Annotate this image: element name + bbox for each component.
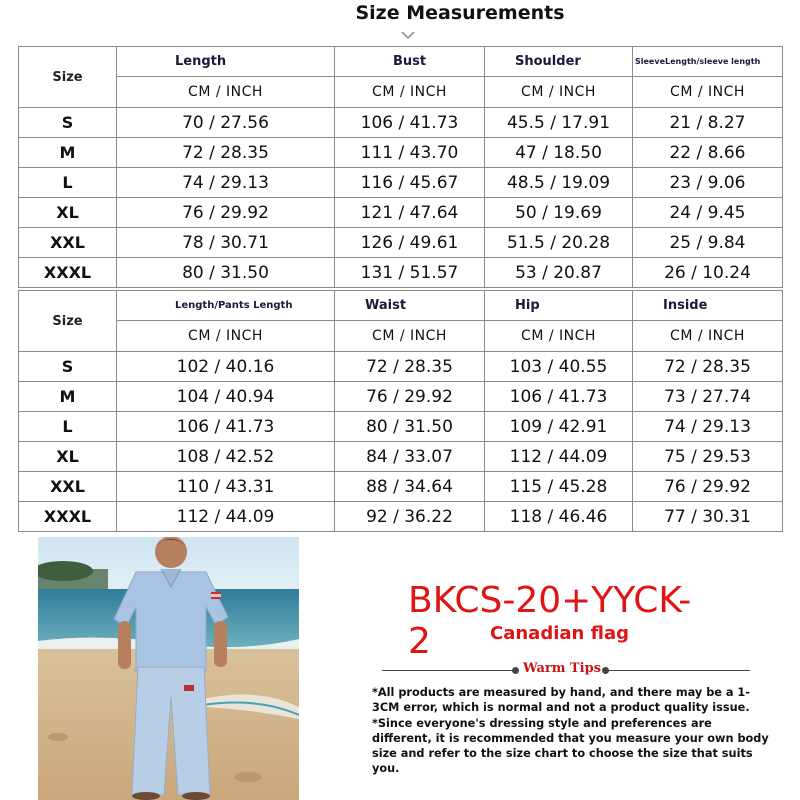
unit-label: CM / INCH (485, 321, 633, 352)
size-cell: XXXL (19, 258, 117, 288)
size-header: Size (19, 291, 117, 352)
table-cell: 80 / 31.50 (335, 412, 485, 442)
warm-tips-text: *All products are measured by hand, and there may be a 1-3CM error, which is normal and not a product quality issue. *Since everyone's dressing style and preferences are different, it is recommended that you measure your own body size and refer to the size chart to choose the size that suits you. (372, 686, 769, 776)
table-row (19, 138, 783, 168)
table-cell: 72 / 28.35 (117, 138, 335, 168)
table-cell: 109 / 42.91 (485, 412, 633, 442)
table-cell: 74 / 29.13 (117, 168, 335, 198)
chevron-down-icon (401, 30, 415, 40)
product-variant: Canadian flag (490, 623, 629, 644)
table-cell: 50 / 19.69 (485, 198, 633, 228)
table-cell: 131 / 51.57 (335, 258, 485, 288)
divider (608, 670, 750, 671)
table-cell: 106 / 41.73 (335, 108, 485, 138)
size-cell: L (19, 412, 117, 442)
table-cell: 106 / 41.73 (117, 412, 335, 442)
table-cell: 104 / 40.94 (117, 382, 335, 412)
size-cell: XL (19, 198, 117, 228)
column-header-sleeve-length: SleeveLength/sleeve length (633, 47, 783, 77)
table-cell: 108 / 42.52 (117, 442, 335, 472)
table-cell: 116 / 45.67 (335, 168, 485, 198)
table-cell: 70 / 27.56 (117, 108, 335, 138)
table-cell: 106 / 41.73 (485, 382, 633, 412)
size-cell: S (19, 108, 117, 138)
table-cell: 22 / 8.66 (633, 138, 783, 168)
table-cell: 118 / 46.46 (485, 502, 633, 532)
column-header-inside: Inside (633, 291, 783, 321)
table-row (19, 108, 783, 138)
unit-label: CM / INCH (335, 321, 485, 352)
table-cell: 80 / 31.50 (117, 258, 335, 288)
table-cell: 126 / 49.61 (335, 228, 485, 258)
tops-size-table (18, 46, 783, 288)
size-cell: M (19, 138, 117, 168)
divider (382, 670, 516, 671)
table-cell: 121 / 47.64 (335, 198, 485, 228)
size-cell: XXL (19, 472, 117, 502)
model-beach-illustration (38, 537, 299, 800)
page-title: Size Measurements (355, 2, 565, 24)
warm-tips-title: Warm Tips (522, 661, 602, 676)
table-cell: 21 / 8.27 (633, 108, 783, 138)
unit-label: CM / INCH (335, 77, 485, 108)
unit-label: CM / INCH (117, 321, 335, 352)
table-cell: 24 / 9.45 (633, 198, 783, 228)
column-header-bust: Bust (335, 47, 485, 77)
table-cell: 111 / 43.70 (335, 138, 485, 168)
table-cell: 84 / 33.07 (335, 442, 485, 472)
size-cell: L (19, 168, 117, 198)
table-cell: 102 / 40.16 (117, 352, 335, 382)
column-header-length: Length (117, 47, 335, 77)
table-cell: 115 / 45.28 (485, 472, 633, 502)
table-cell: 53 / 20.87 (485, 258, 633, 288)
table-row (19, 352, 783, 382)
column-header-shoulder: Shoulder (485, 47, 633, 77)
size-cell: XXL (19, 228, 117, 258)
table-row (19, 228, 783, 258)
size-cell: XL (19, 442, 117, 472)
table-cell: 77 / 30.31 (633, 502, 783, 532)
table-cell: 74 / 29.13 (633, 412, 783, 442)
divider-dot (512, 667, 519, 674)
table-row (19, 168, 783, 198)
table-cell: 75 / 29.53 (633, 442, 783, 472)
unit-label: CM / INCH (485, 77, 633, 108)
table-cell: 76 / 29.92 (117, 198, 335, 228)
table-cell: 72 / 28.35 (335, 352, 485, 382)
table-row (19, 442, 783, 472)
table-cell: 26 / 10.24 (633, 258, 783, 288)
table-cell: 92 / 36.22 (335, 502, 485, 532)
column-header-pants-length: Length/Pants Length (117, 291, 335, 321)
size-cell: M (19, 382, 117, 412)
column-header-hip: Hip (485, 291, 633, 321)
unit-label: CM / INCH (117, 77, 335, 108)
table-cell: 45.5 / 17.91 (485, 108, 633, 138)
table-cell: 47 / 18.50 (485, 138, 633, 168)
table-cell: 112 / 44.09 (485, 442, 633, 472)
table-row (19, 502, 783, 532)
table-cell: 76 / 29.92 (633, 472, 783, 502)
table-row (19, 412, 783, 442)
table-row (19, 472, 783, 502)
table-cell: 72 / 28.35 (633, 352, 783, 382)
table-cell: 103 / 40.55 (485, 352, 633, 382)
table-cell: 73 / 27.74 (633, 382, 783, 412)
product-code: BKCS-20+YYCK-2 (408, 580, 692, 662)
size-cell: XXXL (19, 502, 117, 532)
table-cell: 23 / 9.06 (633, 168, 783, 198)
size-header: Size (19, 47, 117, 108)
unit-label: CM / INCH (633, 321, 783, 352)
bottoms-size-table (18, 290, 783, 532)
column-header-waist: Waist (335, 291, 485, 321)
table-cell: 110 / 43.31 (117, 472, 335, 502)
size-cell: S (19, 352, 117, 382)
table-cell: 88 / 34.64 (335, 472, 485, 502)
table-cell: 51.5 / 20.28 (485, 228, 633, 258)
product-photo (38, 537, 299, 800)
table-cell: 78 / 30.71 (117, 228, 335, 258)
table-cell: 48.5 / 19.09 (485, 168, 633, 198)
table-row (19, 198, 783, 228)
table-cell: 76 / 29.92 (335, 382, 485, 412)
table-cell: 112 / 44.09 (117, 502, 335, 532)
unit-label: CM / INCH (633, 77, 783, 108)
table-row (19, 258, 783, 288)
table-cell: 25 / 9.84 (633, 228, 783, 258)
table-row (19, 382, 783, 412)
